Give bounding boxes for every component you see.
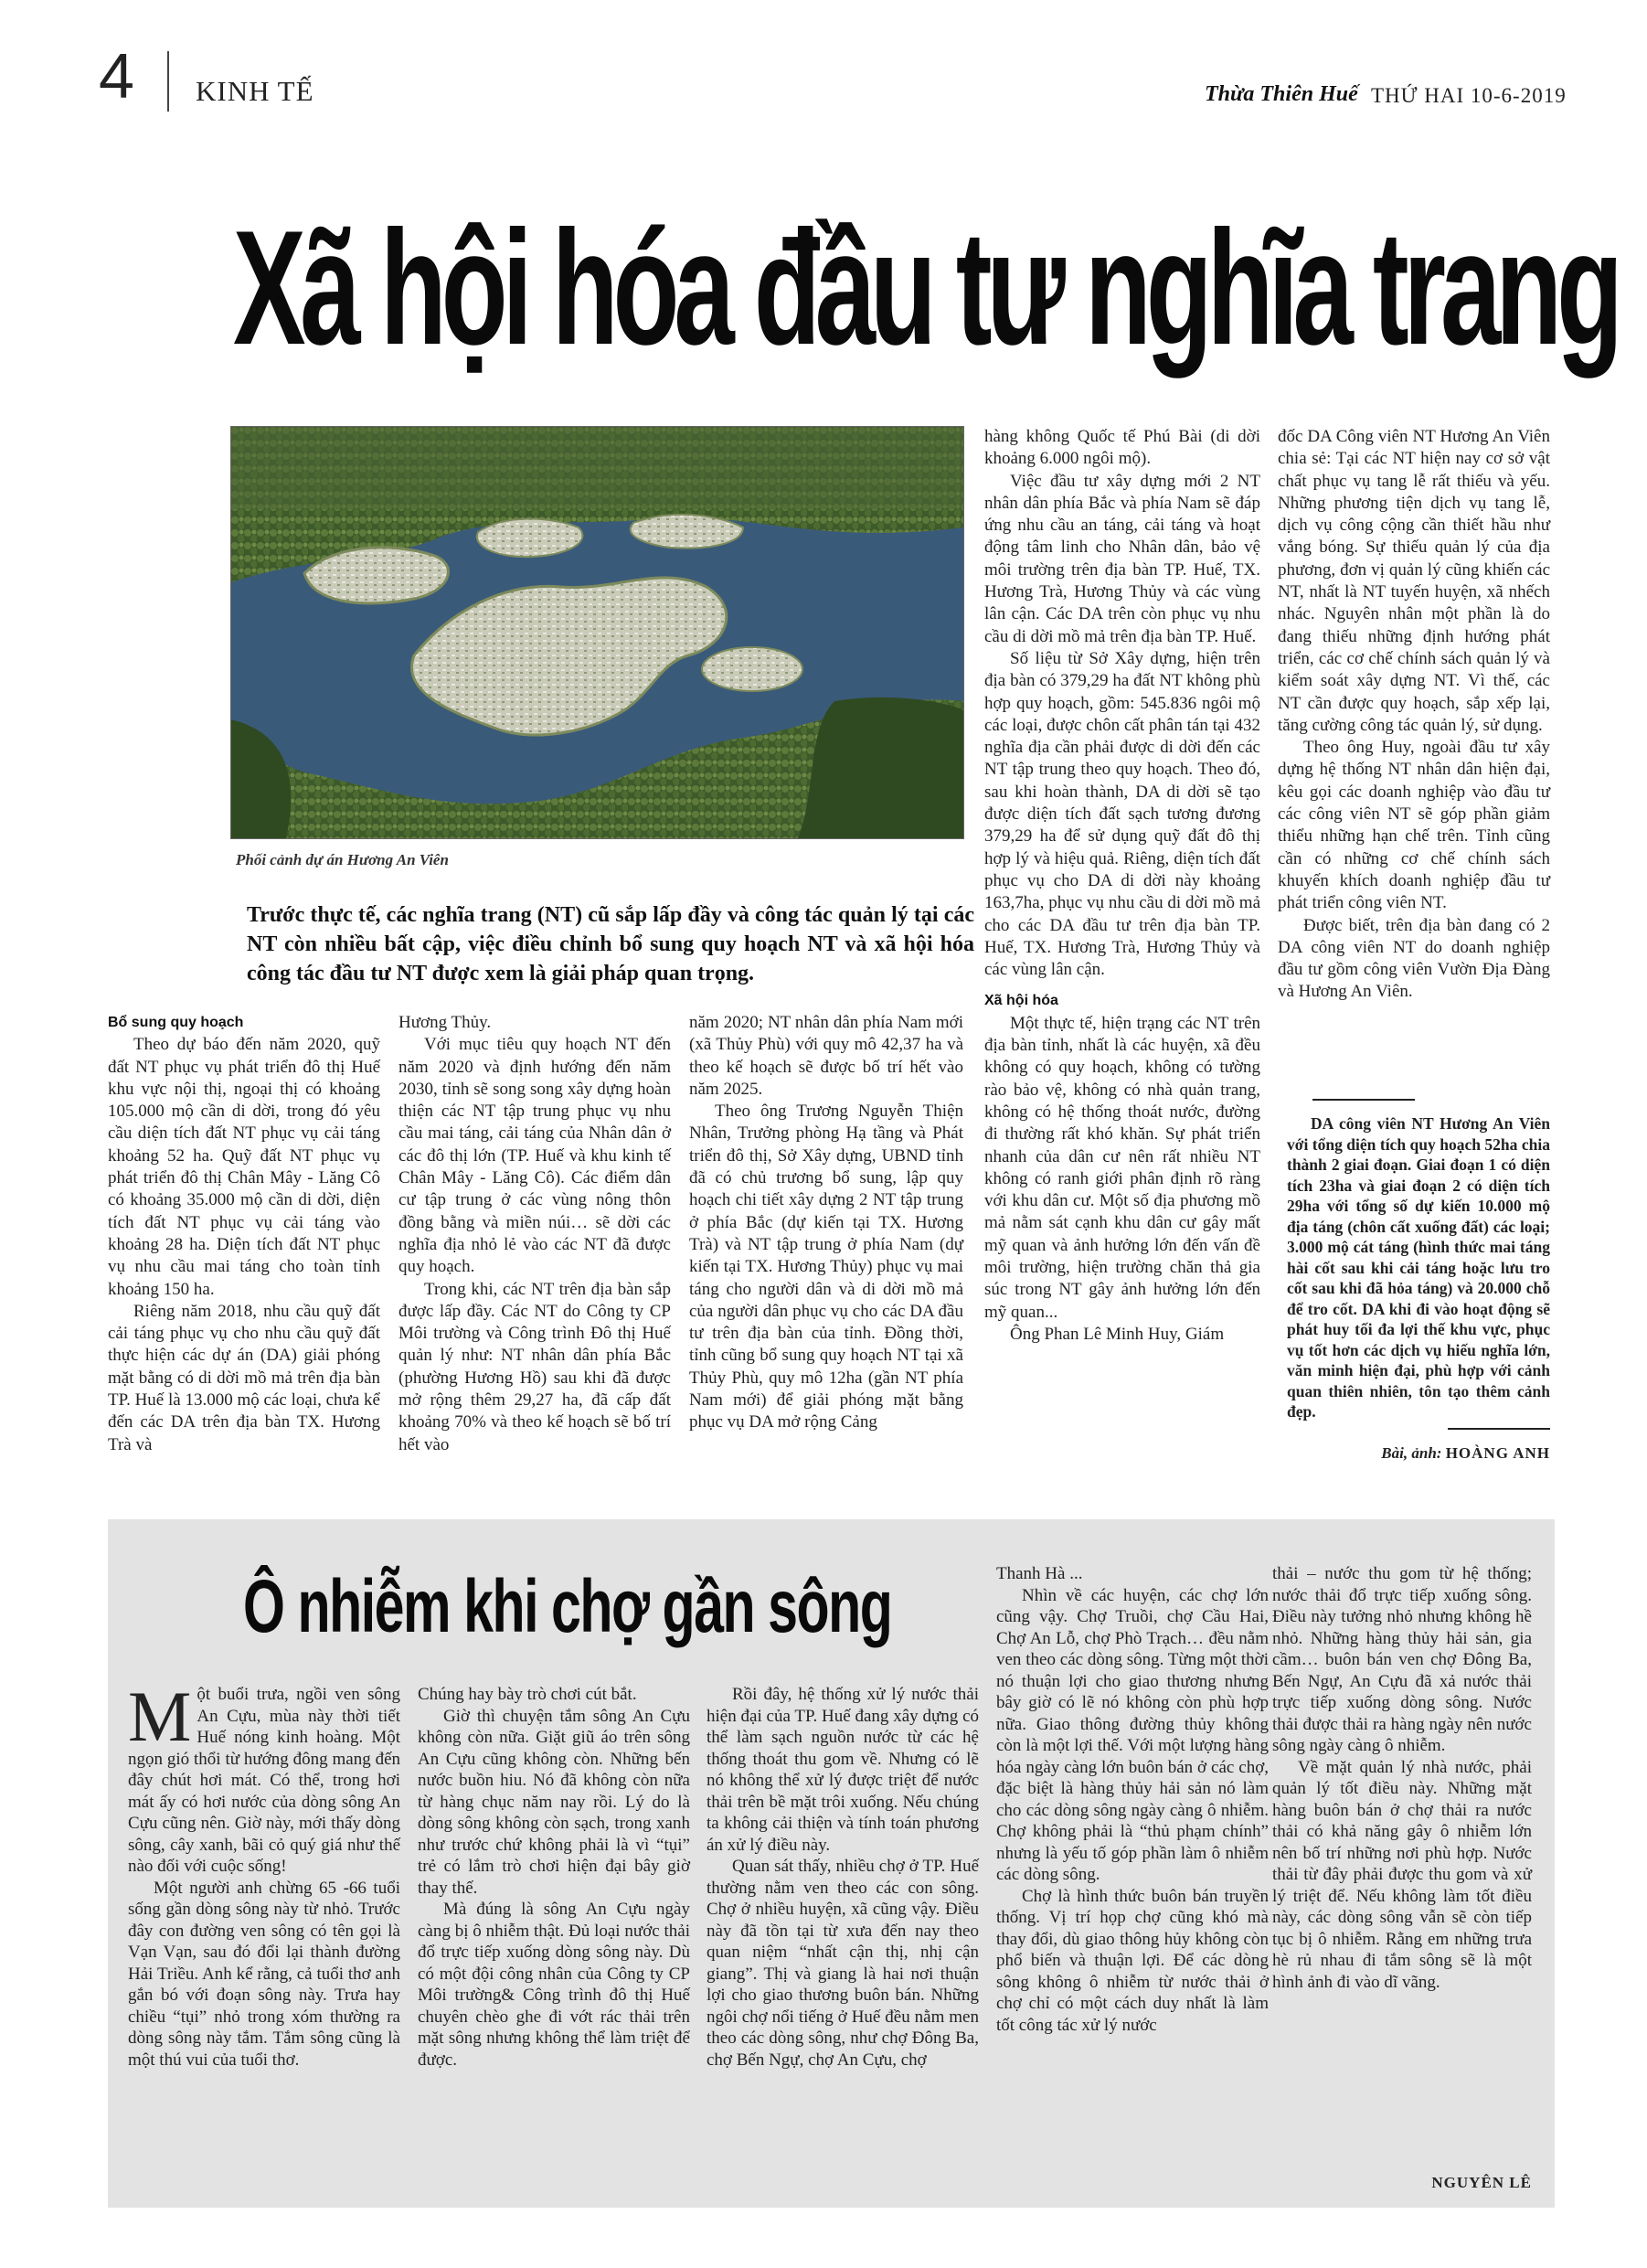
drop-cap: M [128,1677,192,1756]
article-column-3 [689,1012,963,1434]
paragraph: Mà đúng là sông An Cựu ngày càng bị ô nhiễm thật. Đủ loại nước thải đổ trực tiếp xuống dòng sông này. Dù có một đội công nhân của Công ty CP Môi trường& Công trình đô thị Huế chuyên chèo ghe đi vớt rác thải trên mặt sông nhưng không thể làm triệt để được. [418,1900,690,2070]
paragraph: Theo dự báo đến năm 2020, quỹ đất NT phục vụ phát triển đô thị Huế khu vực nội thị, ngoại thị có khoảng 105.000 mộ cần di dời, trong đó yêu cầu diện tích đất NT phục vụ cải táng khoảng 52 ha. Quỹ đất NT phục vụ phát triển đô thị Chân Mây - Lăng Cô có khoảng 35.000 mộ cần di dời, diện tích đất NT phục vụ cải táng vào khoảng 28 ha. Diện tích đất NT phục vụ nhu cầu mai táng cho toàn tỉnh khoảng 150 ha. [108,1035,380,1299]
article-2-column-1 [128,1677,400,2071]
paragraph: Về mặt quản lý nhà nước, phải quản lý tốt điều này. Những mặt hàng buôn bán ở chợ thải ra nước thải có khả năng gây ô nhiễm lớn nên bố trí những nơi phù hợp. Nước thải từ đây phải được thu gom và xử lý triệt để. Nếu không làm tốt điều này, các dòng sông vẫn sẽ còn tiếp tục bị ô nhiễm. Rằng em những trưa hè rủ nhau đi tắm sông sẽ là một hình ảnh đi vào dĩ vãng. [1272,1757,1532,1992]
paragraph: Rồi đây, hệ thống xử lý nước thải hiện đại của TP. Huế đang xây dựng có thể làm sạch nguồn nước từ các hệ thống thoát thu gom về. Nhưng có lẽ nó không thể xử lý được triệt để nước thải trên bề mặt trôi xuống. Nếu chúng ta không cải thiện và tính toán phương án xử lý điều này. [707,1685,979,1855]
paragraph: Ông Phan Lê Minh Huy, Giám [1010,1324,1225,1344]
paragraph: Trong khi, các NT trên địa bàn sắp được lấp đầy. Các NT do Công ty CP Môi trường và Công trình Đô thị Huế quản lý như: NT nhân dân phía Bắc (phường Hương Hồ) sau khi đã được mở rộng thêm 29,27 ha, đã cấp đất khoảng 70% và theo kế hoạch sẽ bố trí hết vào [398,1279,671,1454]
paragraph: hàng không Quốc tế Phú Bài (di dời khoảng 6.000 ngôi mộ). [984,427,1260,469]
paragraph: Nhìn về các huyện, các chợ lớn cũng vậy. Chợ Truồi, chợ Cầu Hai, Chợ An Lỗ, chợ Phò Trạch… đều nằm ven theo các dòng sông. Từng một thời nó thuận lợi cho giao thương nhưng bây giờ có lẽ nó không còn phù hợp nữa. Giao thông đường thủy không còn là một lợi thế. Với một lượng hàng hóa ngày càng lớn buôn bán ở các chợ, đặc biệt là hàng thủy hải sản nó làm cho các dòng sông ngày càng ô nhiễm. Chợ không phải là “thủ phạm chính” nhưng là yếu tố góp phần làm ô nhiễm các dòng sông. [996,1585,1269,1884]
paragraph: Được biết, trên địa bàn đang có 2 DA công viên NT do doanh nghiệp đầu tư gồm công viên Vườn Địa Đàng và Hương An Viên. [1278,915,1550,1002]
article-2-column-5 [1272,1563,1532,1993]
paragraph: Theo ông Trương Nguyễn Thiện Nhân, Trưởng phòng Hạ tầng và Phát triển đô thị, Sở Xây dựng, UBND tỉnh đã có chủ trương bổ sung, lập quy hoạch chi tiết xây dựng 2 NT tập trung ở phía Bắc (dự kiến tại TX. Hương Trà) và NT tập trung ở phía Nam (dự kiến tại TX. Hương Thủy) phục vụ mai táng cho người dân và di dời mồ mả của người dân phục vụ cho các DA đầu tư trên địa bàn của tỉnh. Đồng thời, tỉnh cũng bổ sung quy hoạch NT tại xã Thủy Phù, quy mô 12ha (gần NT phía Nam mới) để giải phóng mặt bằng phục vụ DA mở rộng Cảng [689,1102,963,1432]
masthead: Thừa Thiên Huế [1205,82,1358,106]
byline-author: HOÀNG ANH [1445,1444,1550,1462]
byline [1344,1444,1550,1463]
photo-caption: Phối cảnh dự án Hương An Viên [236,851,449,868]
paragraph: Số liệu từ Sở Xây dựng, hiện trên địa bàn có 379,29 ha đất NT không phù hợp quy hoạch, gồm: 545.836 ngôi mộ các loại, được chôn cất phân tán tại 432 nghĩa địa cần phải được di dời đến các NT tập trung theo quy hoạch. Theo đó, sau khi hoàn thành, DA di dời sẽ tạo được diện tích đất sạch tương đương 379,29 ha để sử dụng quỹ đất đô thị hợp lý và hiệu quả. Riêng, diện tích đất phục vụ cho DA di dời này khoảng 163,7ha, phục vụ nhu cầu di dời mồ mả cho các DA đầu tư trên địa bàn TP. Huế, TX. Hương Trà, Hương Thủy và các vùng lân cận. [984,648,1260,980]
paragraph: Hương Thủy. [398,1013,492,1032]
article-2-column-4 [996,1563,1269,2036]
paragraph: Riêng năm 2018, nhu cầu quỹ đất cải táng phục vụ cho nhu cầu quỹ đất thực hiện các dự án (DA) giải phóng mặt bằng có di dời mồ mả trên địa bàn TP. Huế là 13.000 mộ các loại, chưa kể đến các DA trên địa bàn TX. Hương Trà và [108,1301,380,1454]
header-divider [167,51,169,112]
article-2-byline: NGUYÊN LÊ [1431,2174,1532,2191]
subhead-quy-hoach: Bổ sung quy hoạch [108,1015,244,1030]
article-column-1 [108,1012,380,1456]
paragraph: thải – nước thu gom từ hệ thống; nước thải đổ trực tiếp xuống sông. Điều này tưởng nhỏ nhưng không hề nhỏ. Những hàng thủy hải sản, gia cầm… buôn bán ven chợ Đông Ba, Bến Ngự, An Cựu đã xả nước thải trực tiếp xuống dòng sông. Nước thải được thải ra hàng ngày nên nước sông ngày càng ô nhiễm. [1272,1564,1532,1755]
paragraph: Thanh Hà ... [996,1564,1083,1583]
article-lede: Trước thực tế, các nghĩa trang (NT) cũ sắp lấp đầy và công tác quản lý tại các NT còn nhiều bất cập, việc điều chỉnh bổ sung quy hoạch NT và xã hội hóa công tác đầu tư NT được xem là giải pháp quan trọng. [247,903,974,985]
paragraph: năm 2020; NT nhân dân phía Nam mới (xã Thủy Phù) với quy mô 42,37 ha và theo kế hoạch sẽ được bố trí hết vào năm 2025. [689,1013,963,1099]
paragraph: Với mục tiêu quy hoạch NT đến năm 2020 và định hướng đến năm 2030, tỉnh sẽ song song xây dựng hoàn thiện các NT tập trung phục vụ nhu cầu mai táng, cải táng của Nhân dân ở các đô thị lớn (TP. Huế và khu kinh tế Chân Mây - Lăng Cô). Các điểm dân cư tập trung ở các vùng nông thôn đồng bằng và miền núi… sẽ dời các nghĩa địa nhỏ lẻ vào các NT đã được quy hoạch. [398,1035,671,1277]
article-2-column-2 [418,1684,690,2071]
article-column-5 [1278,426,1550,1004]
article-headline: Xã hội hóa đầu tư nghĩa trang [233,197,1618,378]
paragraph: Một người anh chừng 65 -66 tuổi sống gần dòng sông này từ nhỏ. Trước đây con đường ven sông có tên gọi là Vạn Vạn, sau đó đổi lại thành đường Hải Triều. Anh kể rằng, cả tuổi thơ anh gắn bó với đoạn sông này. Trưa hay chiều “tụi” nhỏ trong xóm thường ra dòng sông này tắm. Tắm sông cũng là một thú vui của tuổi thơ. [128,1878,400,2070]
byline-divider [1448,1428,1550,1430]
paragraph-text: ột buổi trưa, ngồi ven sông An Cựu, mùa này thời tiết Huế nóng kinh hoàng. Một ngọn gió thổi từ hướng đông mang đến đây chút hơi mát. Có thể, trong hơi mát ấy có hơi nước của dòng sông An Cựu cũng nên. Giờ này, mới thấy dòng sông, cây xanh, bãi cỏ quý giá như thế nào đối với cuộc sống! [128,1685,400,1876]
paragraph [128,1677,400,1878]
paragraph: đốc DA Công viên NT Hương An Viên chia sẻ: Tại các NT hiện nay cơ sở vật chất phục vụ tang lễ rất thiếu và yếu. Những phương tiện dịch vụ tang lễ, dịch vụ công cộng cần thiết hầu như vắng bóng. Sự thiếu quản lý của địa phương, đơn vị quản lý cũng khiến các NT, nhất là NT tuyến huyện, xã nhếch nhác. Nguyên nhân một phần là do đang thiếu những định hướng phát triển, các cơ chế chính sách quản lý và kiểm soát xây dựng NT. Vì thế, các NT cần được quy hoạch, sắp xếp lại, tăng cường công tác quản lý, sử dụng. [1278,427,1550,735]
project-facts-box: DA công viên NT Hương An Viên với tổng diện tích quy hoạch 52ha chia thành 2 giai đoạn. Giai đoạn 1 có diện tích 23ha và giai đoạn 2 có diện tích 29ha với tổng số dự kiến 10.000 mộ địa táng (chôn cất xuống đất) các loại; 3.000 mộ cát táng (hình thức mai táng hài cốt sau khi cải táng hoặc lưu tro cốt sau khi đã hỏa táng) và 20.000 chỗ để tro cốt. DA khi đi vào hoạt động sẽ phát huy tối đa lợi thế khu vực, phục vụ tốt hơn các dịch vụ hiếu nghĩa lớn, văn minh hiện đại, phù hợp với cảnh quan thiên nhiên, tôn tạo thêm cảnh đẹp. [1287,1114,1550,1421]
article-2-headline: Ô nhiễm khi chợ gần sông [243,1565,892,1648]
paragraph: Chúng hay bày trò chơi cút bắt. [418,1685,637,1704]
subhead-xa-hoi-hoa: Xã hội hóa [984,993,1058,1009]
paragraph: Quan sát thấy, nhiều chợ ở TP. Huế thường nằm ven theo các con sông. Chợ ở nhiều huyện, xã cũng vậy. Điều này đã tồn tại từ xưa đến nay theo quan niệm “nhất cận thị, nhị cận giang”. Thị và giang là hai nơi thuận lợi cho giao thương buôn bán. Những ngôi chợ nổi tiếng ở Huế đều nằm men theo các dòng sông, như chợ Đông Ba, chợ Bến Ngự, chợ An Cựu, chợ [707,1857,979,2070]
paragraph: Giờ thì chuyện tắm sông An Cựu không còn nữa. Giặt giũ áo trên sông An Cựu cũng không còn. Những bến nước buồn hiu. Nó đã không còn nữa từ hàng chục năm nay rồi. Lý do là dòng sông không còn sạch, trong xanh như trước chứ không phải là vì “tụi” trẻ có lắm trò chơi hiện đại bây giờ thay thế. [418,1706,690,1898]
issue-date: THỨ HAI 10-6-2019 [1371,84,1567,107]
project-rendering-photo [230,426,964,839]
article-2-column-3 [707,1684,979,2071]
paragraph: Chợ là hình thức buôn bán truyền thống. Vị trí họp chợ cũng khó mà thay đổi, dù giao thông hủy không còn phổ biến và thuận lợi. Để các dòng sông không ô nhiễm từ nước thải ở chợ chỉ có một cách duy nhất là làm tốt công tác xử lý nước [996,1886,1269,2035]
article-column-4 [984,426,1260,1346]
byline-label: Bài, ảnh: [1381,1444,1442,1462]
page-number: 4 [99,40,134,112]
paragraph: Một thực tế, hiện trạng các NT trên địa bàn tỉnh, nhất là các huyện, xã đều không có quy hoạch, không có tường rào bảo vệ, không có nhà quản trang, không có hệ thống thoát nước, đường đi thường rất khó khăn. Sự phát triển nhanh của dân cư nên rất nhiều NT không có ranh giới phân định rõ ràng với khu dân cư. Một số địa phương mồ mả nằm sát cạnh khu dân cư gây mất mỹ quan và ảnh hưởng lớn đến vấn đề môi trường, hiện trường chăn thả gia súc trong NT gây ảnh hưởng lớn đến mỹ quan... [984,1013,1260,1322]
aerial-cemetery-illustration [231,427,963,838]
paragraph: Việc đầu tư xây dựng mới 2 NT nhân dân phía Bắc và phía Nam sẽ đáp ứng nhu cầu an táng, cải táng và hoạt động tâm linh cho Nhân dân, bảo vệ môi trường trên địa bàn TP. Huế, TX. Hương Trà, Hương Thủy và các vùng lân cận. Các DA trên còn phục vụ nhu cầu di dời mồ mả trên địa bàn TP. Huế. [984,471,1260,646]
paragraph: Theo ông Huy, ngoài đầu tư xây dựng hệ thống NT nhân dân hiện đại, kêu gọi các doanh nghiệp vào đầu tư các công viên NT sẽ góp phần giảm thiểu những hạn chế trên. Tỉnh cũng cần có những cơ chế chính sách khuyến khích doanh nghiệp đầu tư phát triển công viên NT. [1278,738,1550,913]
box-divider [1312,1099,1415,1101]
article-column-2 [398,1012,671,1456]
section-title: KINH TẾ [196,75,314,107]
